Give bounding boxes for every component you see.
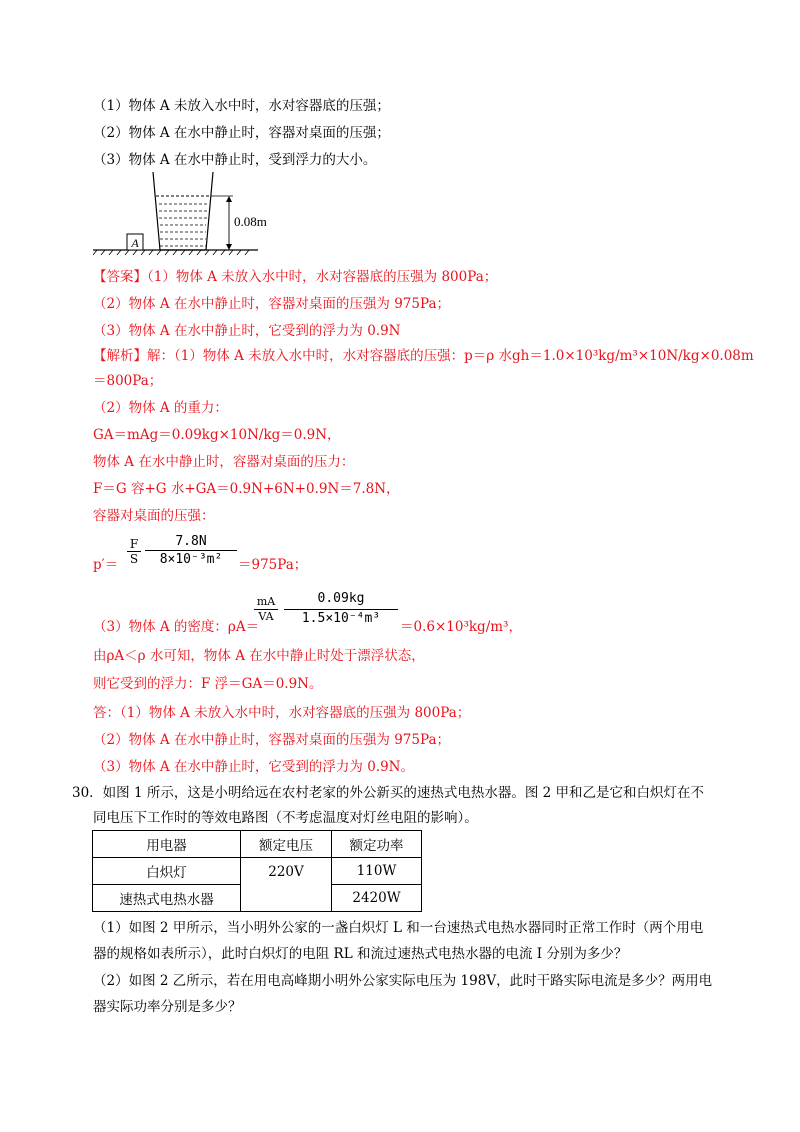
table-cell-lamp-power: 110W bbox=[332, 858, 422, 885]
q30-line-2: 同电压下工作时的等效电路图（不考虑温度对灯丝电阻的影响）。 bbox=[93, 810, 478, 826]
q30-part1-line-2: 器的规格如表所示），此时白炽灯的电阻 RL 和流过速热式电热水器的电流 I 分别为多少？ bbox=[93, 946, 628, 962]
question-3: （3）物体 A 在水中静止时，受到浮力的大小。 bbox=[93, 152, 377, 168]
table-cell-lamp: 白炽灯 bbox=[93, 858, 241, 885]
fraction-va: VA bbox=[254, 609, 278, 624]
question-1: （1）物体 A 未放入水中时，水对容器底的压强； bbox=[93, 98, 390, 114]
analysis-line-5: 物体 A 在水中静止时，容器对桌面的压力： bbox=[93, 454, 355, 470]
pressure-prefix: p′＝ bbox=[93, 557, 119, 573]
analysis-line-1: 【解析】解：（1）物体 A 未放入水中时，水对容器底的压强：p＝ρ 水gh＝1.0×10³kg/m³×10N/kg×0.08m bbox=[93, 348, 754, 364]
table-header-appliance: 用电器 bbox=[93, 831, 241, 858]
fraction-denominator: 8×10⁻³m² bbox=[145, 550, 237, 568]
height-label: 0.08m bbox=[234, 214, 267, 229]
density-prefix: （3）物体 A 的密度：ρA＝ bbox=[93, 619, 260, 635]
analysis-line-7: 容器对桌面的压强： bbox=[93, 508, 215, 524]
final-line-1: 答：（1）物体 A 未放入水中时，水对容器底的压强为 800Pa； bbox=[93, 705, 471, 721]
answer-line-3: （3）物体 A 在水中静止时，它受到的浮力为 0.9N bbox=[93, 323, 401, 339]
fraction-density-value bbox=[284, 589, 398, 628]
answer-line-1: 【答案】（1）物体 A 未放入水中时，水对容器底的压强为 800Pa； bbox=[93, 269, 498, 285]
pressure-suffix: ＝975Pa； bbox=[238, 557, 308, 573]
table-header-power: 额定功率 bbox=[332, 831, 422, 858]
block-a-label: A bbox=[131, 236, 139, 250]
fraction-density-denominator: 1.5×10⁻⁴m³ bbox=[284, 609, 398, 628]
q30-part2-line-2: 器实际功率分别是多少？ bbox=[93, 999, 242, 1015]
table-cell-heater: 速热式电热水器 bbox=[93, 885, 241, 912]
density-suffix: ＝0.6×10³kg/m³， bbox=[400, 619, 522, 635]
q30-part2-line-1: （2）如图 2 乙所示，若在用电高峰期小明外公家实际电压为 198V，此时干路实际电流是多少？两用电 bbox=[93, 973, 713, 989]
fraction-ma: mA bbox=[256, 595, 276, 608]
appliance-table bbox=[92, 830, 422, 912]
fraction-numerator: 7.8N bbox=[175, 534, 207, 549]
table-cell-heater-power: 2420W bbox=[332, 885, 422, 912]
analysis-line-3: （2）物体 A 的重力： bbox=[93, 400, 228, 416]
table-header-voltage: 额定电压 bbox=[241, 831, 332, 858]
q30-part1-line-1: （1）如图 2 甲所示，当小明外公家的一盏白炽灯 L 和一台速热式电热水器同时正常工作时（两个用电 bbox=[93, 920, 704, 936]
table-cell-voltage: 220V bbox=[241, 858, 332, 912]
final-line-3: （3）物体 A 在水中静止时，它受到的浮力为 0.9N。 bbox=[93, 759, 414, 775]
analysis-line-2: ＝800Pa； bbox=[93, 373, 163, 389]
analysis-line-11: 则它受到的浮力：F 浮＝GA＝0.9N。 bbox=[93, 676, 323, 692]
fraction-f: F bbox=[129, 537, 139, 551]
analysis-line-4: GA＝mAg＝0.09kg×10N/kg＝0.9N， bbox=[93, 427, 341, 443]
fraction-pressure-value bbox=[145, 534, 237, 568]
question-2: （2）物体 A 在水中静止时，容器对桌面的压强； bbox=[93, 125, 390, 141]
answer-line-2: （2）物体 A 在水中静止时，容器对桌面的压强为 975Pa； bbox=[93, 296, 451, 312]
q30-line-1: 30．如图 1 所示，这是小明给远在农村老家的外公新买的速热式电热水器。图 2 甲和乙是它和白炽灯在不 bbox=[72, 785, 705, 801]
fraction-ma-over-va bbox=[254, 595, 278, 624]
container-figure bbox=[93, 168, 293, 258]
analysis-line-10: 由ρA＜ρ 水可知，物体 A 在水中静止时处于漂浮状态， bbox=[93, 648, 425, 664]
fraction-density-numerator: 0.09kg bbox=[317, 591, 365, 606]
final-line-2: （2）物体 A 在水中静止时，容器对桌面的压强为 975Pa； bbox=[93, 732, 451, 748]
fraction-s: S bbox=[127, 551, 141, 566]
fraction-f-over-s bbox=[127, 537, 141, 566]
analysis-line-6: F＝G 容+G 水+GA＝0.9N+6N+0.9N＝7.8N， bbox=[93, 481, 400, 497]
